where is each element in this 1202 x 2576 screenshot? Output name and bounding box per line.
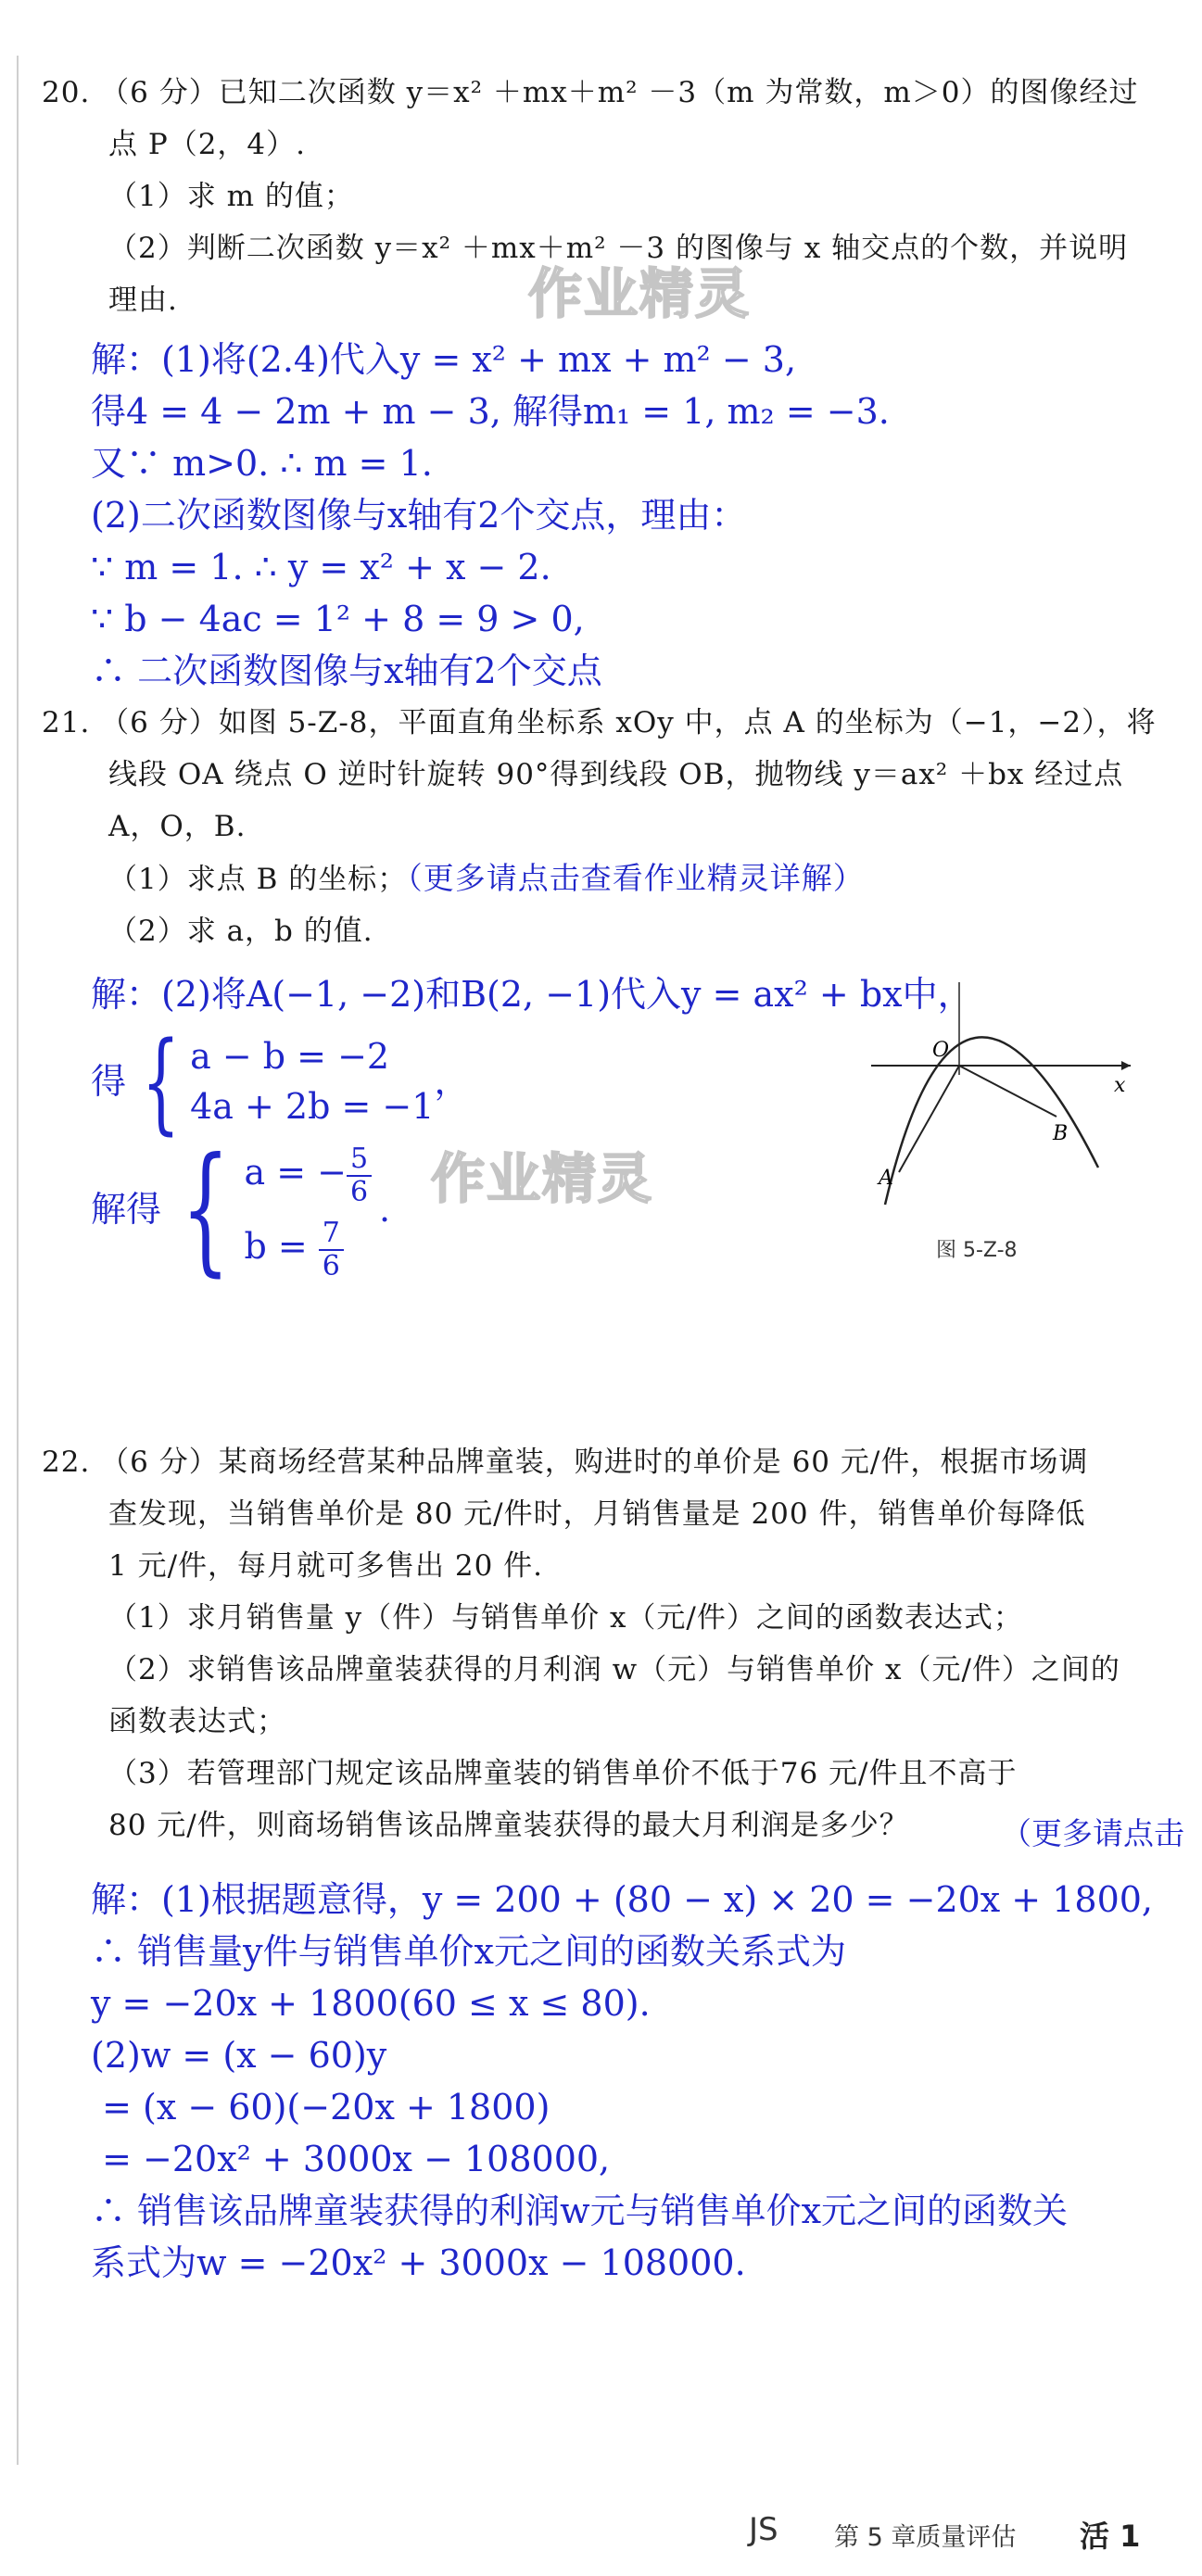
q21-system-1 xyxy=(91,1017,470,1145)
q21-system-1-eq-2: 4a + 2b = −1 xyxy=(190,1086,435,1127)
segment-ob xyxy=(959,1066,1056,1117)
q21-system-1-lines xyxy=(190,1031,434,1131)
q22-hint-link[interactable]: （更多请点击 xyxy=(1001,1815,1184,1851)
q22-line-1: 22. （6 分）某商场经营某种品牌童装，购进时的单价是 60 元/件，根据市场调 xyxy=(42,1446,1089,1479)
q20-solution-line-7: ∴ 二次函数图像与x轴有2个交点 xyxy=(91,650,602,691)
fraction-numerator: 7 xyxy=(319,1218,344,1251)
q22-solution-line-1: 解：(1)根据题意得，y = 200 + (80 − x) × 20 = −20x + 1800, xyxy=(91,1879,1154,1920)
q22-line-7: （3）若管理部门规定该品牌童装的销售单价不低于76 元/件且不高于 xyxy=(108,1757,1018,1790)
q20-solution-line-5: ∵ m = 1. ∴ y = x² + x − 2. xyxy=(91,547,551,587)
q20-solution-line-6: ∵ b − 4ac = 1² + 8 = 9 > 0, xyxy=(91,599,585,639)
q20-solution-line-2: 得4 = 4 − 2m + m − 3, 解得m₁ = 1, m₂ = −3. xyxy=(91,391,890,432)
q21-line-3: A，O，B. xyxy=(108,810,247,843)
label-o: O xyxy=(932,1039,950,1062)
footer-page: 活 1 xyxy=(1080,2519,1141,2554)
watermark-1: 作业精灵 xyxy=(528,262,752,325)
x-axis-arrow-icon xyxy=(1121,1061,1131,1070)
brace-icon: { xyxy=(181,1129,230,1290)
q21-line-4 xyxy=(42,852,1157,905)
q22-line-6: 函数表达式； xyxy=(108,1705,286,1738)
parabola-curve xyxy=(885,1037,1098,1205)
segment-oa xyxy=(899,1066,959,1172)
footer-series: JS xyxy=(749,2511,778,2548)
q21-solution-intro: 解：(2)将A(−1, −2)和B(2, −1)代入y = ax² + bx中， xyxy=(91,974,973,1015)
fraction xyxy=(347,1143,372,1208)
figure-caption: 图 5-Z-8 xyxy=(936,1239,1018,1262)
q22-solution-line-4: (2)w = (x − 60)y xyxy=(91,2035,387,2076)
q22-line-8-text: 80 元/件，则商场销售该品牌童装获得的最大月利润是多少？ xyxy=(108,1809,909,1842)
q21-hint-link[interactable]: （更多请点击查看作业精灵详解） xyxy=(407,860,865,896)
q20-line-2: 点 P（2，4）. xyxy=(108,128,307,161)
question-21 xyxy=(42,697,1157,957)
q20-solution-line-1: 解：(1)将(2.4)代入y = x² + mx + m² − 3, xyxy=(91,339,797,380)
q21-jiede-label: 解得 xyxy=(91,1189,162,1230)
label-a: A xyxy=(879,1167,893,1190)
q21-line-2: 线段 OA 绕点 O 逆时针旋转 90°得到线段 OB，抛物线 y＝ax² ＋bx 经过点 xyxy=(108,758,1124,791)
q21-line-4-text: （1）求点 B 的坐标； xyxy=(108,863,408,896)
q22-solution-line-6: = −20x² + 3000x − 108000, xyxy=(91,2139,611,2179)
q21-system-2-lines xyxy=(244,1135,372,1283)
footer-chapter: 第 5 章质量评估 xyxy=(834,2523,1017,2552)
q22-solution-line-8: 系式为w = −20x² + 3000x − 108000. xyxy=(91,2242,746,2283)
label-b: B xyxy=(1053,1122,1069,1145)
q21-line-5: （2）求 a，b 的值. xyxy=(108,915,373,948)
q21-line-1: 21. （6 分）如图 5-Z-8，平面直角坐标系 xOy 中，点 A 的坐标为（−1，−2），将 xyxy=(42,706,1157,739)
fraction-denominator: 6 xyxy=(322,1249,340,1282)
parabola-graph xyxy=(871,982,1149,1279)
q22-line-5: （2）求销售该品牌童装获得的月利润 w（元）与销售单价 x（元/件）之间的 xyxy=(108,1653,1120,1686)
q21-system-1-tail: ， xyxy=(434,1061,470,1102)
label-x: x xyxy=(1114,1074,1126,1097)
q21-system-2-eq-b xyxy=(244,1209,372,1283)
brace-icon: { xyxy=(141,1017,181,1145)
q21-de-label: 得 xyxy=(91,1061,127,1102)
q22-line-8 xyxy=(42,1799,1120,1851)
q22-line-4: （1）求月销售量 y（件）与销售单价 x（元/件）之间的函数表达式； xyxy=(108,1601,1023,1635)
fraction-denominator: 6 xyxy=(349,1175,369,1208)
q22-solution-line-5: = (x − 60)(−20x + 1800) xyxy=(91,2087,550,2128)
q21-system-2-a-lhs: a = − xyxy=(244,1152,347,1193)
fraction xyxy=(319,1218,344,1282)
question-22 xyxy=(42,1436,1120,1851)
q21-system-2-tail: . xyxy=(379,1189,391,1230)
q22-solution-line-7: ∴ 销售该品牌童装获得的利润w元与销售单价x元之间的函数关 xyxy=(91,2191,1069,2231)
q21-system-2-eq-a xyxy=(244,1135,372,1209)
q22-line-2: 查发现，当销售单价是 80 元/件时，月销售量是 200 件，销售单价每降低 xyxy=(108,1497,1086,1531)
q20-solution xyxy=(91,334,890,697)
figure-5-z-8 xyxy=(871,982,1149,1279)
q22-solution xyxy=(91,1874,1153,2289)
q21-system-1-eq-1: a − b = −2 xyxy=(190,1036,390,1077)
q21-system-2-b-lhs: b = xyxy=(244,1226,319,1267)
q22-line-3: 1 元/件，每月就可多售出 20 件. xyxy=(108,1549,544,1583)
q22-solution-line-3: y = −20x + 1800(60 ≤ x ≤ 80). xyxy=(91,1983,651,2024)
fraction-numerator: 5 xyxy=(347,1143,372,1177)
margin-line xyxy=(17,56,19,2465)
q20-line-3: （1）求 m 的值； xyxy=(108,180,354,213)
q20-line-5: 理由. xyxy=(108,284,178,317)
q22-solution-line-2: ∴ 销售量y件与销售单价x元之间的函数关系式为 xyxy=(91,1931,846,1972)
q20-solution-line-3: 又∵ m>0. ∴ m = 1. xyxy=(91,443,433,484)
watermark-2: 作业精灵 xyxy=(431,1147,654,1210)
q21-system-2 xyxy=(91,1129,391,1290)
q20-line-1: 20. （6 分）已知二次函数 y＝x² ＋mx＋m² －3（m 为常数，m＞0）的图像经过 xyxy=(42,76,1139,109)
q20-line-4: （2）判断二次函数 y＝x² ＋mx＋m² －3 的图像与 x 轴交点的个数，并说明 xyxy=(108,232,1129,265)
q20-solution-line-4: (2)二次函数图像与x轴有2个交点，理由： xyxy=(91,495,747,536)
